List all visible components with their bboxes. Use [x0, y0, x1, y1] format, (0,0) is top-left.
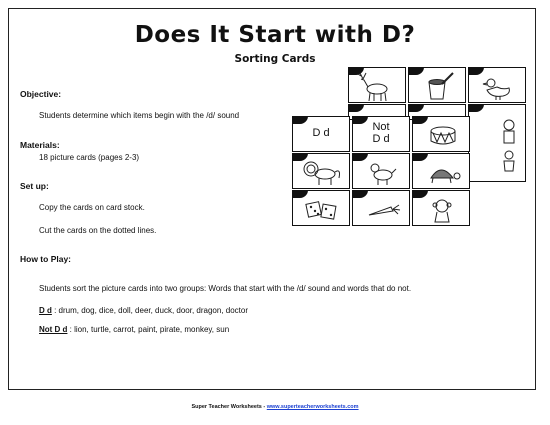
setup-step-2: Cut the cards on the dotted lines.: [39, 226, 157, 235]
carrot-icon: [353, 191, 410, 226]
turtle-icon: [413, 154, 470, 189]
card-monkey: [412, 190, 470, 226]
card-duck: [468, 67, 526, 103]
drum-icon: [413, 117, 470, 152]
paint-bucket-icon: [409, 68, 466, 103]
page-subtitle: Sorting Cards: [234, 53, 316, 65]
footer: [0, 404, 550, 410]
howto-intro: Students sort the picture cards into two groups: Words that start with the /d/ sound and words that do not.: [39, 284, 412, 293]
card-drum: [412, 116, 470, 152]
card-deer: [348, 67, 406, 103]
d-words-list: : drum, dog, dice, doll, deer, duck, door, dragon, doctor: [51, 306, 249, 315]
footer-url-link[interactable]: www.superteacherworksheets.com: [266, 404, 359, 410]
card-doctor: [468, 104, 526, 182]
deer-icon: [349, 68, 406, 103]
howto-heading: How to Play:: [20, 254, 72, 264]
setup-heading: Set up:: [20, 181, 49, 191]
monkey-icon: [413, 191, 470, 226]
card-not-d-line1: Not: [372, 121, 390, 134]
card-lion: [292, 153, 350, 189]
dice-icon: [293, 191, 350, 226]
setup-step-1: Copy the cards on card stock.: [39, 203, 145, 212]
doctor-icon: [469, 105, 526, 182]
card-not-d-line2: D d: [372, 133, 390, 145]
not-d-words-line: [39, 325, 229, 334]
card-carrot: [352, 190, 410, 226]
card-d-label: D d: [312, 127, 330, 140]
footer-separator: -: [261, 404, 267, 410]
card-dog: [352, 153, 410, 189]
d-words-line: [39, 306, 248, 315]
lion-icon: [293, 154, 350, 189]
card-d: [292, 116, 350, 152]
card-turtle: [412, 153, 470, 189]
not-d-words-label: Not D d: [39, 325, 68, 334]
not-d-words-list: : lion, turtle, carrot, paint, pirate, monkey, sun: [67, 325, 230, 334]
card-not-d: [352, 116, 410, 152]
page-title: Does It Start with D?: [134, 22, 416, 48]
objective-heading: Objective:: [20, 89, 62, 99]
footer-brand: Super Teacher Worksheets: [191, 404, 262, 410]
card-dice: [292, 190, 350, 226]
dog-icon: [353, 154, 410, 189]
materials-heading: Materials:: [20, 140, 60, 150]
duck-icon: [469, 68, 526, 103]
card-paint: [408, 67, 466, 103]
objective-text: Students determine which items begin with the /d/ sound: [39, 111, 240, 120]
materials-text: 18 picture cards (pages 2-3): [39, 153, 140, 162]
d-words-label: D d: [39, 306, 52, 315]
